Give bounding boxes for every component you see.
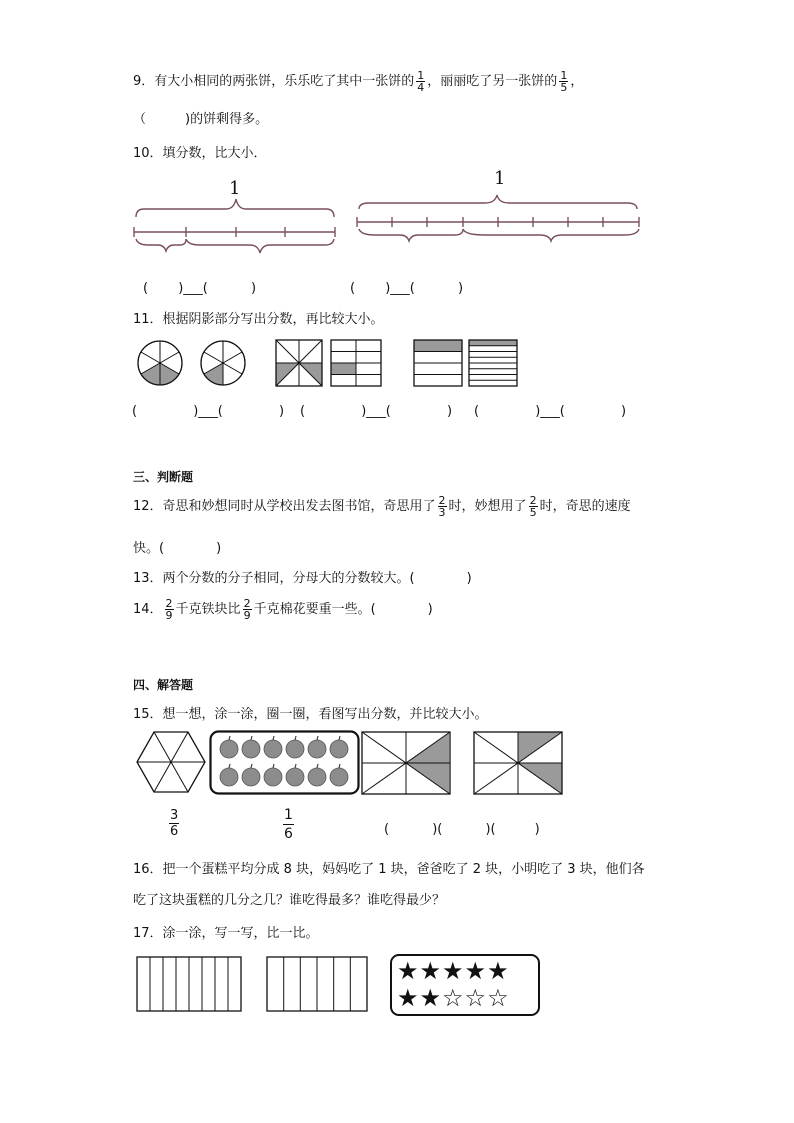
- q17-star-box: [390, 954, 540, 1016]
- q9-number: 9．: [133, 74, 155, 89]
- q11-square-grid: [331, 340, 383, 388]
- q10-right-number-line: [355, 195, 645, 245]
- q14-fraction-1: $\frac{2}{9}$: [165, 597, 173, 622]
- q13-text[interactable]: 13．两个分数的分子相同，分母大的分数较大。( ): [133, 571, 472, 586]
- q15-rect-b: [473, 731, 565, 797]
- q15-apple-box: [209, 730, 361, 796]
- q12-line2[interactable]: 快。( ): [133, 541, 222, 556]
- q10-label-left: 1: [229, 178, 241, 199]
- section3-title: 三、判断题: [133, 470, 194, 484]
- apple-icon: [286, 768, 304, 786]
- q10-answer-left[interactable]: ( )___( ): [143, 281, 257, 296]
- apple-icon: [308, 740, 326, 758]
- q9-text-a: 有大小相同的两张饼，乐乐吃了其中一张饼的: [154, 74, 415, 89]
- q10-title: 10．填分数，比大小．: [133, 146, 267, 161]
- q11-circle-b: [199, 339, 249, 389]
- q12-text-c: 时，奇思的速度: [539, 499, 631, 514]
- q14-text-b: 千克棉花要重一些。( ): [253, 602, 433, 617]
- q11-rect-eighths: [469, 340, 519, 388]
- q9-text-c: ，: [570, 74, 584, 89]
- q14-text-a: 千克铁块比: [175, 602, 241, 617]
- q10-answer-right[interactable]: ( )___( ): [350, 281, 464, 296]
- q14-line[interactable]: [133, 598, 433, 621]
- q17-stars-row2: ★★☆☆☆: [397, 984, 510, 1012]
- q15-fraction-a: $\frac{3}{6}$: [170, 808, 179, 839]
- q9-line2[interactable]: （ )的饼剩得多。: [133, 112, 269, 127]
- apple-icon: [242, 740, 260, 758]
- apple-icon: [220, 740, 238, 758]
- q11-answer-1[interactable]: ( )___( ): [132, 404, 285, 419]
- apple-icon: [330, 740, 348, 758]
- q17-title: 17．涂一涂，写一写，比一比。: [133, 926, 319, 941]
- q11-circle-a: [136, 339, 186, 389]
- q9-line1: [133, 70, 583, 93]
- q11-square-triangles: [276, 340, 324, 388]
- q15-title: 15．想一想，涂一涂，圈一圈，看图写出分数，并比较大小。: [133, 707, 488, 722]
- q17-stars-row1: ★★★★★: [397, 957, 510, 985]
- q12-line1: [133, 495, 631, 518]
- q10-left-number-line: [130, 195, 340, 255]
- section4-title: 四、解答题: [133, 678, 194, 692]
- apple-icon: [264, 740, 282, 758]
- q14-number: 14．: [133, 602, 163, 617]
- q15-answers[interactable]: ( )( )( ): [384, 822, 540, 837]
- apple-icon: [308, 768, 326, 786]
- q15-hexagon: [136, 731, 208, 795]
- q10-label-right: 1: [494, 168, 506, 189]
- apple-icon: [264, 768, 282, 786]
- q11-rect-quarters: [414, 340, 464, 388]
- q12-fraction-1: $\frac{2}{3}$: [438, 494, 446, 519]
- q9-text-b: ，丽丽吃了另一张饼的: [427, 74, 558, 89]
- q15-fraction-b: $\frac{1}{6}$: [284, 807, 293, 842]
- q12-fraction-2: $\frac{2}{5}$: [529, 494, 537, 519]
- q15-rect-a: [361, 731, 453, 797]
- q17-rect-sixths: [266, 956, 370, 1014]
- q11-answer-2[interactable]: ( )___( ): [300, 404, 453, 419]
- q11-title: 11．根据阴影部分写出分数，再比较大小。: [133, 312, 384, 327]
- apple-icon: [220, 768, 238, 786]
- q12-text-b: 时，妙想用了: [448, 499, 527, 514]
- q12-text-a: 12．奇思和妙想同时从学校出发去图书馆，奇思用了: [133, 499, 436, 514]
- q9-fraction-1: $\frac{1}{4}$: [417, 69, 425, 94]
- apple-icon: [330, 768, 348, 786]
- apple-icon: [242, 768, 260, 786]
- apple-icon: [286, 740, 304, 758]
- q11-answer-3[interactable]: ( )___( ): [474, 404, 627, 419]
- q17-rect-eighths: [136, 956, 244, 1014]
- q16-line1: 16．把一个蛋糕平均分成 8 块，妈妈吃了 1 块，爸爸吃了 2 块，小明吃了 3 块，他们各: [133, 862, 645, 877]
- q14-fraction-2: $\frac{2}{9}$: [243, 597, 251, 622]
- q9-fraction-2: $\frac{1}{5}$: [560, 69, 568, 94]
- q16-line2: 吃了这块蛋糕的几分之几？谁吃得最多？谁吃得最少？: [133, 893, 446, 908]
